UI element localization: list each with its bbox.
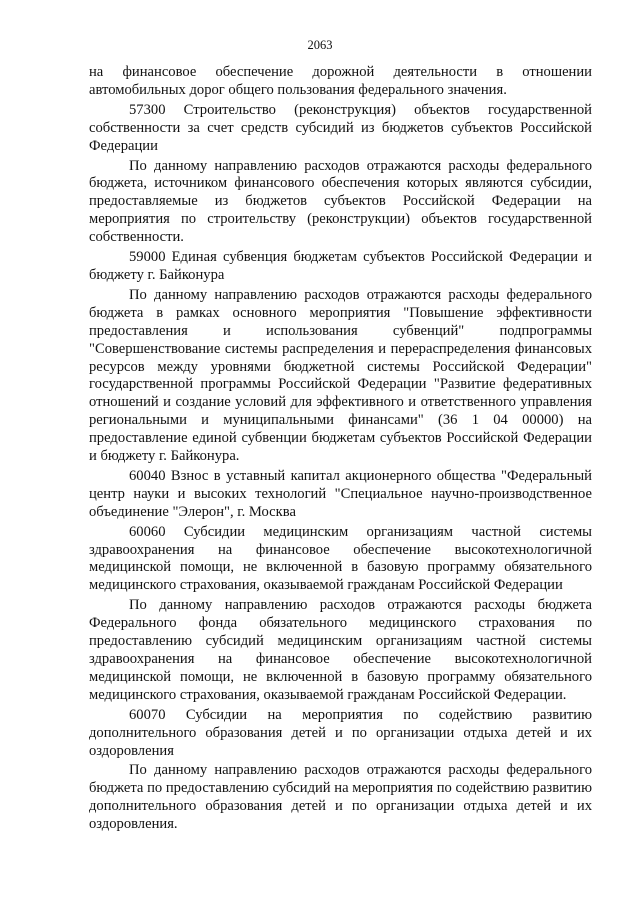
paragraph: 59000 Единая субвенция бюджетам субъектов Российской Федерации и бюджету г. Байконура xyxy=(89,249,592,283)
page-number: 2063 xyxy=(307,38,333,52)
paragraph: на финансовое обеспечение дорожной деятельности в отношении автомобильных дорог общего пользования федерального значения. xyxy=(89,64,592,98)
paragraph: По данному направлению расходов отражаются расходы федерального бюджета, источником финансового обеспечения которых являются субсидии, предоставляемые из бюджетов субъектов Российской Федерации на мероприятия по строительству (реконструкции) объектов государственной собственности. xyxy=(89,157,592,246)
paragraph: 60070 Субсидии на мероприятия по содействию развитию дополнительного образования детей и по организации отдыха детей и их оздоровления xyxy=(89,706,592,759)
paragraph: По данному направлению расходов отражаются расходы федерального бюджета по предоставлению субсидий на мероприятия по содействию развитию дополнительного образования детей и по организации отдыха детей и их оздоровления. xyxy=(89,762,592,833)
paragraph: 60060 Субсидии медицинским организациям частной системы здравоохранения на финансовое обеспечение высокотехнологичной медицинской помощи, не включенной в базовую программу обязательного медицинского страхования, оказываемой гражданам Российской Федерации xyxy=(89,523,592,594)
paragraph: По данному направлению расходов отражаются расходы бюджета Федерального фонда обязательного медицинского страхования по предоставлению субсидий медицинским организациям частной системы здравоохранения на финансовое обеспечение высокотехнологичной медицинской помощи, не включенной в базовую программу обязательного медицинского страхования, оказываемой гражданам Российской Федерации. xyxy=(89,597,592,703)
paragraph: 60040 Взнос в уставный капитал акционерного общества "Федеральный центр науки и высоких технологий "Специальное научно-производственное объединение "Элерон", г. Москва xyxy=(89,467,592,520)
paragraph: 57300 Строительство (реконструкция) объектов государственной собственности за счет средств субсидий из бюджетов субъектов Российской Федерации xyxy=(89,101,592,154)
document-body xyxy=(89,64,592,836)
paragraph: По данному направлению расходов отражаются расходы федерального бюджета в рамках основного мероприятия "Повышение эффективности предоставления и использования субвенций" подпрограммы "Совершенствование системы распределения и перераспределения финансовых ресурсов между уровнями бюджетной системы Российской Федерации" государственной программы Российской Федерации "Развитие федеративных отношений и создание условий для эффективного и ответственного управления региональными и муниципальными финансами" (36 1 04 00000) на предоставление единой субвенции бюджетам субъектов Российской Федерации и бюджету г. Байконура. xyxy=(89,286,592,465)
